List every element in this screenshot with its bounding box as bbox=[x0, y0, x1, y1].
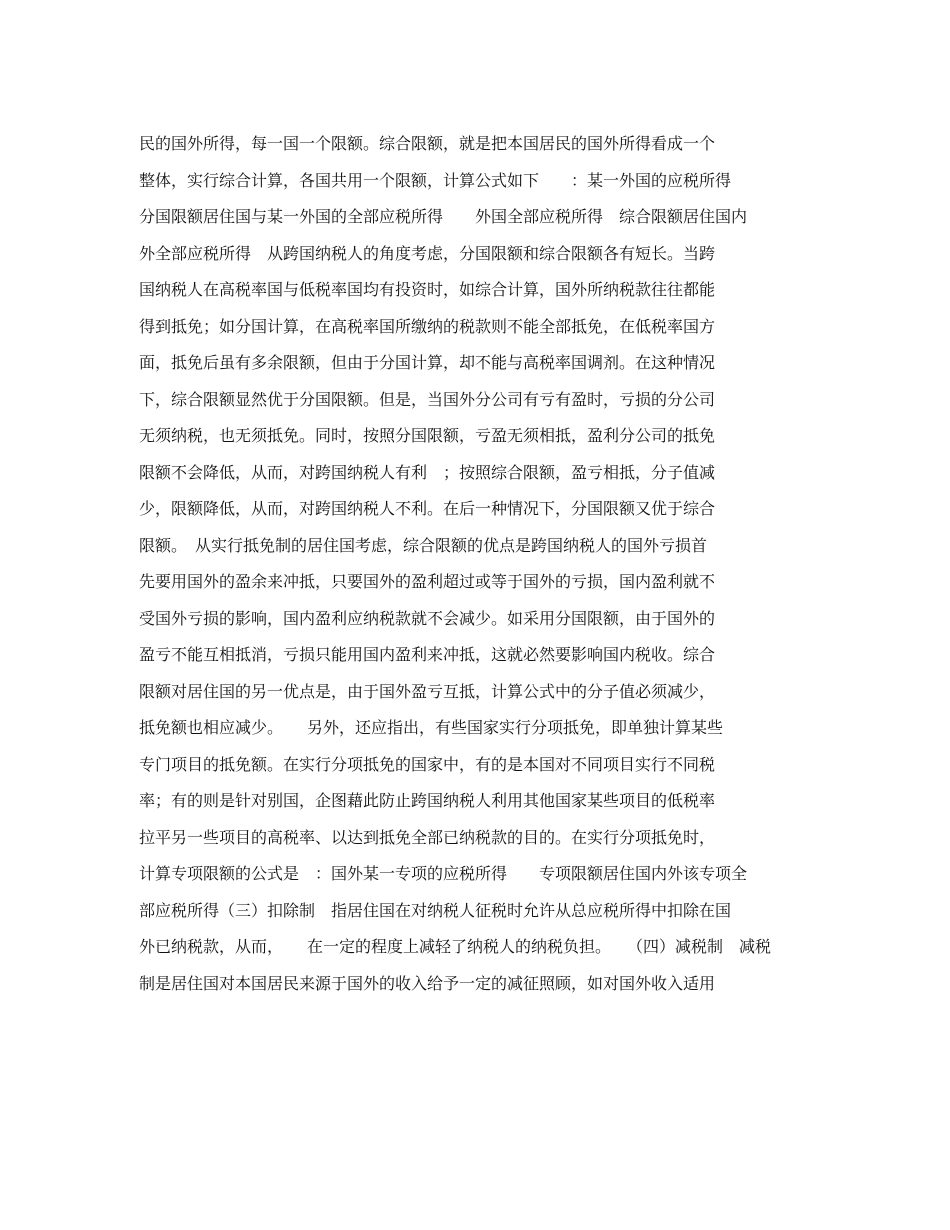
text-line: 面，抵免后虽有多余限额，但由于分国计算，却不能与高税率国调剂。在这种情况 bbox=[139, 353, 716, 372]
text-line: 拉平另一些项目的高税率、以达到抵免全部已纳税款的目的。在实行分项抵免时， bbox=[139, 827, 716, 847]
body-text bbox=[139, 126, 819, 1002]
text-line: 限额不会降低，从而，对跨国纳税人有利 ；按照综合限额，盈亏相抵，分子值减 bbox=[139, 462, 716, 482]
text-line: 得到抵免；如分国计算，在高税率国所缴纳的税款则不能全部抵免，在低税率国方 bbox=[139, 316, 716, 336]
text-line: 国纳税人在高税率国与低税率国均有投资时，如综合计算，国外所纳税款往往都能 bbox=[139, 280, 716, 299]
text-line: 限额。 从实行抵免制的居住国考虑，综合限额的优点是跨国纳税人的国外亏损首 bbox=[139, 535, 708, 555]
text-line: 盈亏不能互相抵消，亏损只能用国内盈利来冲抵，这就必然要影响国内税收。综合 bbox=[139, 645, 716, 664]
text-line: 先要用国外的盈余来冲抵，只要国外的盈利超过或等于国外的亏损，国内盈利就不 bbox=[139, 572, 716, 591]
text-line: 受国外亏损的影响，国内盈利应纳税款就不会减少。如采用分国限额，由于国外的 bbox=[139, 608, 716, 628]
text-line: 外全部应税所得 从跨国纳税人的角度考虑，分国限额和综合限额各有短长。当跨 bbox=[139, 243, 716, 263]
text-line: 整体，实行综合计算，各国共用一个限额，计算公式如下 ：某一外国的应税所得 bbox=[139, 170, 732, 190]
text-line: 率；有的则是针对别国，企图藉此防止跨国纳税人利用其他国家某些项目的低税率 bbox=[139, 791, 716, 810]
text-line: 外已纳税款，从而， 在一定的程度上减轻了纳税人的纳税负担。 （四）减税制 减税 bbox=[139, 937, 772, 956]
text-line: 无须纳税，也无须抵免。同时，按照分国限额，亏盈无须相抵，盈利分公司的抵免 bbox=[139, 426, 716, 445]
text-line: 抵免额也相应减少。 另外，还应指出，有些国家实行分项抵免，即单独计算某些 bbox=[139, 718, 724, 737]
text-line: 分国限额居住国与某一外国的全部应税所得 外国全部应税所得 综合限额居住国内 bbox=[139, 207, 748, 226]
text-line: 限额对居住国的另一优点是，由于国外盈亏互抵，计算公式中的分子值必须减少， bbox=[139, 681, 716, 701]
text-line: 少，限额降低，从而，对跨国纳税人不利。在后一种情况下，分国限额又优于综合 bbox=[139, 499, 716, 518]
text-line: 计算专项限额的公式是 ：国外某一专项的应税所得 专项限额居住国内外该专项全 bbox=[139, 864, 748, 883]
text-line: 民的国外所得，每一国一个限额。综合限额，就是把本国居民的国外所得看成一个 bbox=[139, 134, 716, 153]
text-line: 制是居住国对本国居民来源于国外的收入给予一定的减征照顾，如对国外收入适用 bbox=[139, 973, 716, 993]
text-line: 专门项目的抵免额。在实行分项抵免的国家中，有的是本国对不同项目实行不同税 bbox=[139, 754, 716, 774]
text-line: 部应税所得（三）扣除制 指居住国在对纳税人征税时允许从总应税所得中扣除在国 bbox=[139, 900, 732, 920]
text-line: 下，综合限额显然优于分国限额。但是，当国外分公司有亏有盈时，亏损的分公司 bbox=[139, 389, 716, 409]
